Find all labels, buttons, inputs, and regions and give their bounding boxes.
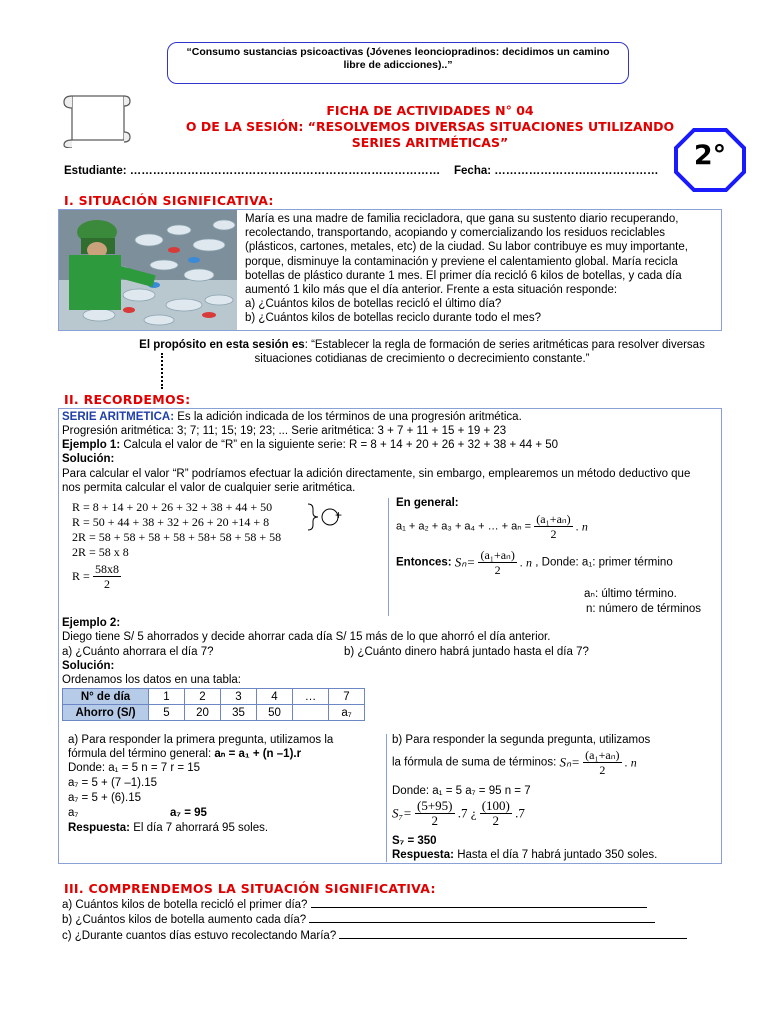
table-cell: 50: [257, 705, 293, 721]
recycler-photo: [59, 210, 237, 330]
donde-n: n: número de términos: [586, 603, 702, 615]
table-row: [63, 705, 365, 721]
general-denominator: 2: [550, 527, 557, 541]
table-cell: 2: [185, 689, 221, 705]
left-line-4: a₇ = 5 + (7 –1).15: [68, 777, 157, 789]
student-field[interactable]: Estudiante: ………………………………………………………………………: [64, 165, 441, 177]
worksheet-title-line-3: SERIES ARITMÉTICAS”: [351, 135, 509, 150]
answer-line[interactable]: [339, 929, 687, 939]
s7-label: S₇=: [392, 805, 412, 821]
right-sn-dot-n: . n: [624, 755, 637, 770]
table-cell: a₇: [329, 705, 365, 721]
left-line-2: [68, 747, 301, 761]
question-a: a) ¿Cuántos kilos de botellas recicló el último día?: [245, 298, 502, 311]
s7-denominator-1: 2: [431, 813, 438, 828]
savings-table: [62, 688, 365, 721]
question-text: a) Cuántos kilos de botella recicló el primer día?: [62, 899, 308, 911]
situation-text: [245, 212, 717, 326]
comprehension-question-c: [62, 929, 687, 944]
purpose-text-2: situaciones cotidianas de crecimiento o decrecimiento constante.”: [254, 353, 590, 365]
s7-numerator-2: (100): [481, 798, 510, 813]
left-answer-label: Respuesta:: [68, 822, 130, 834]
r-denominator: 2: [103, 577, 110, 591]
column-divider: [386, 734, 387, 862]
left-line-1: a) Para responder la primera pregunta, utilizamos la: [68, 734, 334, 746]
solution-line-1: Para calcular el valor “R” podríamos efectuar la adición directamente, sin embargo, emplearemos un método deductivo que: [62, 468, 691, 480]
situation-line: recolectando, transportando, acopiando y comercializando los residuos reciclables: [245, 227, 665, 240]
campaign-banner: [167, 42, 629, 84]
question-text: c) ¿Durante cuantos días estuvo recolectando María?: [62, 930, 337, 942]
s7-end: .7: [515, 805, 525, 821]
grade-badge: [674, 128, 746, 192]
s7-fraction-2: [480, 799, 512, 828]
section-3-title: III. COMPRENDEMOS LA SITUACIÓN SIGNIFICATIVA:: [64, 881, 436, 896]
ordenamos-text: Ordenamos los datos en una tabla:: [62, 674, 242, 686]
solution-line-2: nos permita calcular el valor de cualquier serie aritmética.: [62, 482, 356, 494]
banner-line-2: libre de adicciones)..”: [343, 59, 453, 71]
right-line-1: b) Para responder la segunda pregunta, utilizamos: [392, 734, 651, 746]
s7-formula: [392, 799, 525, 828]
table-cell: 5: [149, 705, 185, 721]
table-cell: 35: [221, 705, 257, 721]
r-label: R =: [72, 569, 90, 583]
right-sn-label: Sₙ=: [559, 754, 580, 770]
section-2-title: II. RECORDEMOS:: [64, 392, 191, 407]
answer-line[interactable]: [311, 898, 647, 908]
example-1-label: Ejemplo 1:: [62, 439, 121, 451]
definition-line: [62, 410, 522, 424]
general-label: En general:: [396, 497, 459, 509]
table-cell: 1: [149, 689, 185, 705]
progression-line: Progresión aritmética: 3; 7; 11; 15; 19; 23; ... Serie aritmética: 3 + 7 + 11 + 15 + 19 + 23: [62, 425, 507, 437]
table-cell: …: [293, 689, 329, 705]
sum-line: 2R = 58 + 58 + 58 + 58 + 58+ 58 + 58 + 58: [72, 530, 282, 544]
general-formula: [396, 512, 588, 541]
right-line-3: Donde: a₁ = 5 a₇ = 95 n = 7: [392, 785, 531, 797]
right-sn-fraction: [583, 748, 621, 777]
worksheet-title-line-1: FICHA DE ACTIVIDADES N° 04: [326, 103, 534, 118]
general-fraction: [534, 512, 572, 541]
general-dot-n: . n: [575, 519, 588, 534]
s7-numerator-1: (5+95): [417, 798, 453, 813]
left-line-3: Donde: a₁ = 5 n = 7 r = 15: [68, 762, 201, 774]
sum-line: R = 50 + 44 + 38 + 32 + 26 + 20 +14 + 8: [72, 515, 270, 529]
example-1-line: [62, 438, 558, 452]
r-numerator: 58x8: [94, 562, 119, 576]
entonces-label: Entonces:: [396, 556, 452, 569]
sn-label: Sₙ=: [454, 554, 476, 570]
example-2-question-a: a) ¿Cuánto ahorrara el día 7?: [62, 646, 214, 658]
example-2-text: Diego tiene S/ 5 ahorrados y decide ahorrar cada día S/ 15 más de lo que ahorró el día anterior.: [62, 631, 551, 643]
right-sn-denominator: 2: [599, 763, 606, 777]
worksheet-title-line-2: O DE LA SESIÓN: “RESOLVEMOS DIVERSAS SITUACIONES UTILIZANDO: [185, 119, 675, 134]
column-divider: [388, 498, 389, 616]
purpose-label: El propósito en esta sesión es: [139, 339, 305, 351]
table-row: [63, 689, 365, 705]
example-2-question-b: b) ¿Cuánto dinero habrá juntado hasta el día 7?: [344, 646, 589, 658]
right-answer-label: Respuesta:: [392, 849, 454, 861]
entonces-formula: [396, 548, 673, 577]
right-answer: [392, 848, 657, 862]
table-header-savings: Ahorro (S/): [63, 705, 149, 721]
table-cell: [293, 705, 329, 721]
section-1-title: I. SITUACIÓN SIGNIFICATIVA:: [64, 193, 274, 208]
table-cell: 4: [257, 689, 293, 705]
solution-2-label: Solución:: [62, 660, 115, 672]
left-line-6b: a₇ = 95: [170, 807, 207, 819]
left-answer: [68, 821, 268, 835]
answer-line[interactable]: [309, 913, 655, 923]
r-fraction: [93, 562, 121, 591]
sn-numerator: (a₁+aₙ): [480, 548, 515, 562]
banner-line-1: “Consumo sustancias psicoactivas (Jóvenes leonciopradinos: decidimos un camino: [186, 46, 610, 58]
question-b: b) ¿Cuántos kilos de botellas reciclo durante todo el mes?: [245, 312, 541, 325]
purpose-statement: [122, 338, 722, 366]
situation-line: aumentó 1 kilo más que el día anterior. Frente a esta situación responde:: [245, 284, 618, 297]
sn-fraction: [478, 548, 516, 577]
definition-label: SERIE ARITMETICA:: [62, 411, 175, 423]
situation-line: botellas de plástico durante 1 mes. El primer día recicló 6 kilos de botellas, y cada día: [245, 269, 682, 282]
right-sn-numerator: (a₁+aₙ): [585, 748, 620, 762]
sum-line: 2R = 58 x 8: [72, 545, 129, 559]
donde-a1: , Donde: a₁: primer término: [535, 556, 673, 569]
solution-label: Solución:: [62, 453, 115, 465]
situation-line: María es una madre de familia recicladora, que gana su sustento diario recuperando,: [245, 213, 679, 225]
table-header-day: N° de día: [63, 689, 149, 705]
purpose-text-1: : “Establecer la regla de formación de series aritméticas para resolver diversas: [304, 339, 705, 351]
donde-an: aₙ: último término.: [584, 588, 677, 600]
right-answer-text: Hasta el día 7 habrá juntado 350 soles.: [454, 849, 658, 861]
table-cell: 7: [329, 689, 365, 705]
right-line-2: [392, 748, 637, 777]
situation-line: porque, disminuye la contaminación y previene el calentamiento global. María recicla: [245, 255, 678, 268]
comprehension-question-b: [62, 913, 655, 928]
left-line-2a: fórmula del término general:: [68, 748, 215, 760]
general-term-formula: aₙ = a₁ + (n –1).r: [214, 748, 302, 760]
definition-text: Es la adición indicada de los términos de una progresión aritmética.: [174, 411, 522, 423]
s7-denominator-2: 2: [492, 813, 500, 828]
sum-line: R = 8 + 14 + 20 + 26 + 32 + 38 + 44 + 50: [72, 500, 273, 514]
plus-circle-text: +: [334, 508, 342, 522]
date-field[interactable]: Fecha: …………………….………………: [454, 165, 659, 177]
s7-fraction-1: [415, 799, 455, 828]
situation-line: (plásticos, cartones, metales, etc) de la ciudad. Su labor contribuye es muy importante,: [245, 241, 688, 254]
table-cell: 3: [221, 689, 257, 705]
left-answer-text: El día 7 ahorrará 95 soles.: [130, 822, 269, 834]
s7-result: S₇ = 350: [392, 835, 437, 847]
left-line-5: a₇ = 5 + (6).15: [68, 792, 141, 804]
general-sum: a₁ + a₂ + a₃ + a₄ + … + aₙ =: [396, 520, 532, 533]
general-numerator: (a₁+aₙ): [536, 512, 571, 526]
question-text: b) ¿Cuántos kilos de botella aumento cada día?: [62, 914, 307, 926]
example-2-label: Ejemplo 2:: [62, 617, 121, 629]
comprehension-question-a: [62, 898, 647, 913]
dotted-divider: [161, 353, 163, 389]
example-1-text: Calcula el valor de “R” en la siguiente serie: R = 8 + 14 + 20 + 26 + 32 + 38 + 44 + 50: [120, 439, 559, 451]
sn-denominator: 2: [494, 563, 501, 577]
grade-text: 2°: [693, 140, 727, 171]
table-cell: 20: [185, 705, 221, 721]
s7-mid: .7 ¿: [457, 805, 477, 821]
left-line-6a: a₇: [68, 807, 79, 819]
sn-dot-n: . n: [520, 555, 533, 570]
r-fraction-line: [72, 562, 121, 591]
worksheet-title: [120, 103, 740, 151]
right-line-2-text: la fórmula de suma de términos:: [392, 756, 557, 769]
